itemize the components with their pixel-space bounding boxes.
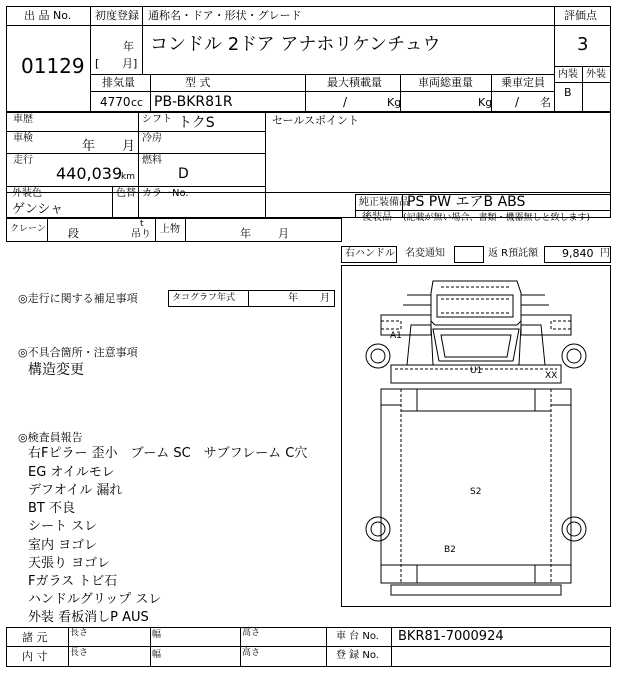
model-label: 型 式 [185, 76, 211, 89]
displacement-unit: cc [131, 96, 144, 109]
interior-dims-label: 内 寸 [22, 650, 48, 663]
first-reg-label: 初度登録 [95, 9, 139, 22]
upper-year: 年 [240, 227, 251, 240]
inspector-line: BT 不良 [28, 501, 75, 516]
fuel-value: D [178, 166, 189, 182]
gross-weight-label: 車両総重量 [418, 76, 473, 89]
max-load-label: 最大積載量 [327, 76, 382, 89]
mark-s2: S2 [470, 487, 482, 497]
refund-amount: 9,840 [562, 247, 594, 260]
inspector-title: ◎検査員報告 [18, 431, 83, 444]
chassis-number: BKR81-7000924 [398, 629, 504, 644]
refund-label: 返 R預託額 [488, 248, 539, 259]
equipment-label: 純正装備品 [359, 197, 409, 208]
crane-hoist: 吊り [131, 229, 151, 240]
footer-section [6, 627, 611, 667]
inspector-line: EG オイルモレ [28, 465, 115, 480]
lot-number: 01129 [21, 54, 85, 78]
inspector-line: シート スレ [28, 519, 98, 534]
score-label: 評価点 [564, 9, 597, 22]
name-change-label: 名変通知 [405, 248, 445, 259]
mark-a1: A1 [390, 331, 402, 341]
inspection-year: 年 [82, 139, 96, 154]
mark-u1: U1 [470, 366, 483, 376]
displacement-label: 排気量 [102, 76, 135, 89]
registration-label: 登 録 No. [336, 650, 379, 661]
ac-label: 冷房 [142, 133, 162, 144]
exterior-color-label: 外装色 [12, 188, 42, 199]
tacho-label: タコグラフ年式 [172, 293, 236, 303]
inspector-line: 天張り ヨゴレ [28, 556, 111, 571]
history-label: 車歴 [13, 114, 33, 125]
driving-notes-title: ◎走行に関する補足事項 [18, 292, 138, 305]
aftermarket-label: 後装品 [362, 212, 392, 223]
first-reg-year: 年 [123, 40, 134, 53]
inspection-month: 月 [122, 139, 136, 154]
defects-text: 構造変更 [28, 362, 84, 378]
fuel-label: 燃料 [142, 155, 162, 166]
capacity-sep: / [515, 95, 520, 109]
inspector-line: 外装 看板消しP AUS [28, 610, 149, 625]
interior-label: 内装 [558, 69, 578, 80]
exterior-color-value: ゲンシャ [12, 202, 64, 217]
upper-month: 月 [278, 227, 289, 240]
first-reg-month: 月] [122, 57, 138, 70]
truck-outline-diagram [341, 265, 611, 607]
exterior-label: 外装 [586, 69, 606, 80]
inspector-line: デフオイル 漏れ [28, 483, 123, 498]
mileage-label: 走行 [13, 155, 33, 166]
score-value: 3 [577, 34, 589, 55]
length-label: 長さ [70, 628, 89, 638]
max-load-sep: / [343, 95, 348, 109]
shift-value: トクS [178, 115, 215, 131]
equipment-value: PS PW エアB ABS [407, 194, 526, 210]
defects-title: ◎不具合箇所・注意事項 [18, 346, 138, 359]
tacho-year: 年 [288, 293, 298, 304]
crane-ton: t [140, 219, 144, 229]
vehicle-name: コンドル 2ドア アナホリケンチュウ [150, 34, 441, 55]
mileage-unit: km [121, 172, 135, 182]
sales-point-label: セールスポイント [272, 114, 360, 127]
gross-weight-unit: Kg [478, 96, 493, 109]
name-change-box [454, 246, 484, 263]
crane-step: 段 [68, 227, 79, 240]
width-label: 幅 [152, 630, 162, 640]
capacity-unit: 名 [540, 96, 551, 109]
inspection-label: 車検 [13, 133, 33, 144]
inspector-line: Fガラス トビ石 [28, 574, 118, 589]
color-change-label: 色替 [116, 188, 136, 199]
right-hand-label: 右ハンドル [345, 248, 395, 259]
refund-unit: 円 [600, 248, 610, 259]
crane-label: クレーン [10, 224, 46, 234]
mileage-value: 440,039 [56, 164, 123, 183]
shift-label: シフト [142, 114, 172, 125]
mark-b2: B2 [444, 545, 456, 555]
color-no-label: カラーNo. [142, 188, 189, 199]
interior-grade: B [564, 86, 572, 99]
model-value: PB-BKR81R [154, 94, 233, 110]
height-label: 高さ [242, 648, 261, 658]
inspector-line: 右Fピラー 歪小 ブーム SC サブフレーム C穴 [28, 446, 308, 461]
dimensions-label: 諸 元 [22, 631, 48, 644]
grade-header: 通称名・ドア・形状・グレード [148, 9, 302, 22]
inspector-line: ハンドルグリップ スレ [28, 592, 162, 607]
aftermarket-note: (記載が無い場合、書類・機器無しと致します) [403, 213, 591, 223]
capacity-label: 乗車定員 [501, 76, 545, 89]
height-label: 高さ [242, 628, 261, 638]
chassis-label: 車 台 No. [336, 631, 379, 642]
max-load-unit: Kg [387, 96, 402, 109]
width-label: 幅 [152, 650, 162, 660]
mark-xx: XX [545, 371, 558, 381]
bracket-open: [ [95, 57, 100, 70]
tacho-month: 月 [320, 293, 330, 304]
displacement-value: 4770 [100, 95, 131, 109]
inspector-line: 室内 ヨゴレ [28, 538, 98, 553]
lot-label: 出 品 No. [24, 9, 72, 22]
upper-label: 上物 [160, 224, 180, 235]
length-label: 長さ [70, 648, 89, 658]
